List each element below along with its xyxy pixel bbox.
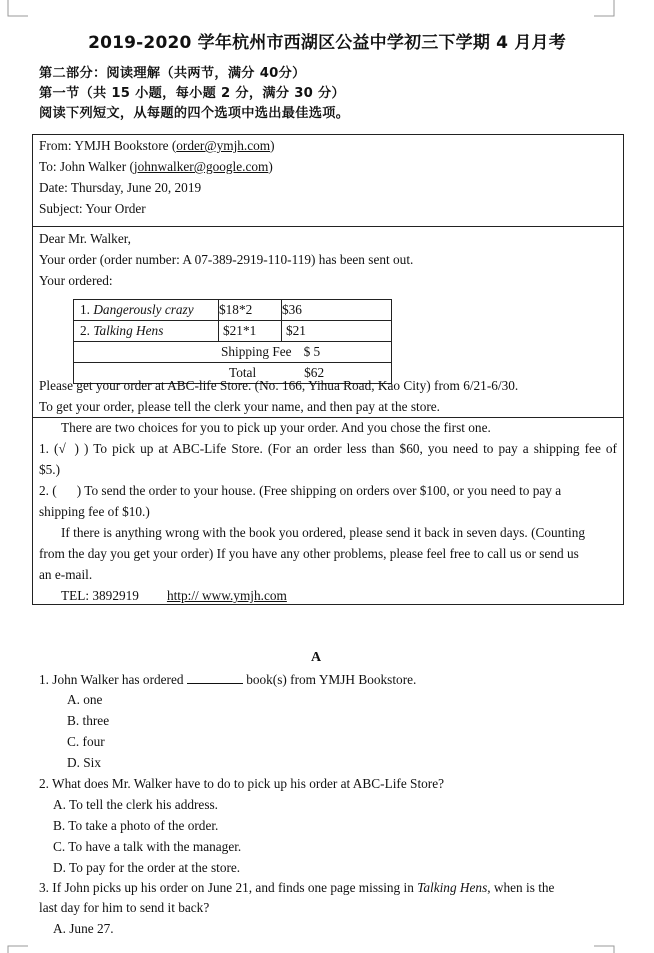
book-title: Talking Hens (93, 323, 164, 338)
date-line: Date: Thursday, June 20, 2019 (39, 180, 202, 195)
question-3-option: A. June 27. (53, 921, 114, 936)
question-2-option: D. To pay for the order at the store. (53, 860, 241, 875)
question-1-option: A. one (67, 692, 103, 707)
question-2-option: C. To have a talk with the manager. (53, 839, 242, 854)
corner-mark-top-right (592, 0, 622, 20)
order-table (73, 299, 392, 384)
pickup-note: Please get your order at ABC-life Store. (No. 166, Yihua Road, Kao City) from 6/21-6/30. (39, 378, 519, 393)
subject-line: Subject: Your Order (39, 201, 146, 216)
book-title: Talking Hens (417, 880, 488, 895)
section-label: A (310, 650, 322, 665)
answer-blank (187, 671, 243, 684)
shipping-label: Shipping Fee (221, 344, 292, 359)
exam-title: 2019-2020 学年杭州市西湖区公益中学初三下学期 4 月月考 (88, 33, 566, 53)
question-3-stem: 3. If John picks up his order on June 21, and finds one page missing in Talking Hens, when is the (39, 880, 555, 895)
choice-2-line2: shipping fee of $10.) (39, 504, 150, 519)
website-link[interactable]: http:// www.ymjh.com (166, 588, 287, 603)
order-row: 1. Dangerously crazy $18*2 $36 (74, 300, 392, 321)
question-1-option: C. four (67, 734, 105, 749)
item-price: $21*1 (219, 321, 282, 342)
total-label: Total (229, 365, 257, 380)
from-line: From: YMJH Bookstore (order@ymjh.com) (39, 138, 275, 153)
question-3-stem-line2: last day for him to send it back? (39, 900, 210, 915)
question-2-option: A. To tell the clerk his address. (53, 797, 218, 812)
question-1-stem: 1. John Walker has ordered book(s) from YMJH Bookstore. (39, 672, 417, 687)
question-1-option: D. Six (67, 755, 101, 770)
order-row: 2. Talking Hens $21*1 $21 (74, 321, 392, 342)
greeting: Dear Mr. Walker, (39, 231, 131, 246)
ordered-label: Your ordered: (39, 273, 113, 288)
corner-mark-bottom-right (592, 940, 622, 953)
choice-1-line2: $5.) (39, 462, 61, 477)
choice-1-line: 1. (√ ) ) To pick up at ABC-Life Store. (For an order less than $60, you need to pay a shipping fee of (39, 441, 617, 456)
corner-mark-top-left (0, 0, 30, 20)
shipping-amount: $ 5 (303, 344, 321, 359)
item-price: $18*2 (219, 300, 282, 321)
return-line-1: If there is anything wrong with the book you ordered, please send it back in seven days. (Counting (61, 525, 585, 540)
part-heading: 第二部分：阅读理解（共两节，满分 40分） (39, 66, 306, 81)
item-amount: $36 (282, 300, 392, 321)
order-sent-line: Your order (order number: A 07-389-2919-110-119) has been sent out. (39, 252, 414, 267)
direction-text: 阅读下列短文，从每题的四个选项中选出最佳选项。 (39, 106, 350, 121)
question-1-option: B. three (67, 713, 110, 728)
item-amount: $21 (282, 321, 392, 342)
return-line-3: an e-mail. (39, 567, 93, 582)
to-email-link[interactable]: johnwalker@google.com (133, 159, 269, 174)
return-line-2: from the day you get your order) If you have any other problems, please feel free to call us or send us (39, 546, 579, 561)
question-2-stem: 2. What does Mr. Walker have to do to pick up his order at ABC-Life Store? (39, 776, 445, 791)
choice-2-line: 2. ( ) To send the order to your house. (Free shipping on orders over $100, or you need to pay a (39, 483, 562, 498)
check-mark-icon: √ (58, 441, 66, 456)
section-heading: 第一节（共 15 小题，每小题 2 分，满分 30 分） (39, 86, 346, 101)
telephone: TEL: 3892919 (61, 588, 139, 603)
email-header-box (32, 134, 624, 227)
question-2-option: B. To take a photo of the order. (53, 818, 219, 833)
shipping-row (74, 342, 392, 363)
pickup-instruction: To get your order, please tell the clerk your name, and then pay at the store. (39, 399, 440, 414)
choices-intro: There are two choices for you to pick up your order. And you chose the first one. (61, 420, 491, 435)
choices-box (32, 417, 624, 605)
corner-mark-bottom-left (0, 940, 30, 953)
to-line: To: John Walker (johnwalker@google.com) (39, 159, 273, 174)
total-amount: $62 (304, 365, 325, 380)
from-email-link[interactable]: order@ymjh.com (176, 138, 271, 153)
contact-line (61, 588, 287, 604)
book-title: Dangerously crazy (93, 302, 194, 317)
order-box (32, 226, 624, 418)
